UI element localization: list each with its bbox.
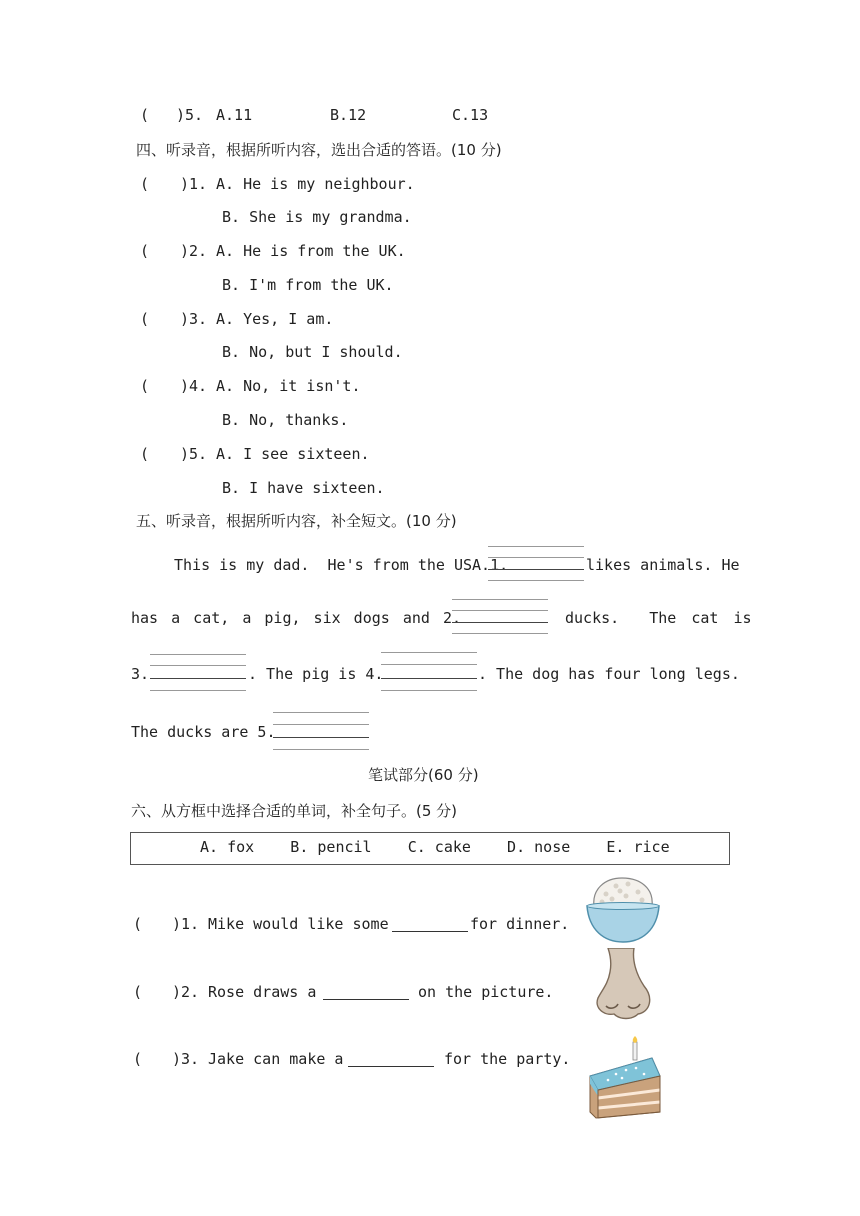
answer-paren[interactable]: ( xyxy=(140,106,150,124)
question-number: )3. xyxy=(172,1050,200,1068)
option-b: B. She is my grandma. xyxy=(222,208,412,226)
section6-heading: 六、从方框中选择合适的单词，补全句子。(5 分) xyxy=(131,802,458,820)
option-a: A. He is from the UK. xyxy=(216,242,406,260)
option-a: A. Yes, I am. xyxy=(216,310,334,328)
nose-picture xyxy=(584,948,664,1022)
question-number: )3. xyxy=(180,310,208,328)
word-box-options: A. fox B. pencil C. cake D. nose E. rice xyxy=(200,838,670,856)
question-number: )5. xyxy=(176,106,204,124)
option-b: B. No, but I should. xyxy=(222,343,403,361)
option-a: A.11 xyxy=(216,106,253,124)
passage-text: ducks. The cat is xyxy=(565,609,752,627)
answer-paren[interactable]: ( xyxy=(140,310,150,328)
answer-paren[interactable]: ( xyxy=(133,983,143,1001)
option-b: B. I have sixteen. xyxy=(222,479,385,497)
answer-paren[interactable]: ( xyxy=(140,377,150,395)
sentence-before: Jake can make a xyxy=(208,1050,344,1068)
passage-text: likes animals. He xyxy=(586,556,740,574)
question-number: )2. xyxy=(180,242,208,260)
word-box xyxy=(130,832,730,865)
passage-text: . The dog has four long legs. xyxy=(478,665,740,683)
answer-paren[interactable]: ( xyxy=(140,445,150,463)
passage-text: has a cat, a pig, six dogs and 2. xyxy=(131,609,462,627)
question-number: )1. xyxy=(180,175,208,193)
option-b: B. No, thanks. xyxy=(222,411,349,429)
answer-blank[interactable] xyxy=(392,916,468,932)
question-number: )5. xyxy=(180,445,208,463)
sentence-before: Rose draws a xyxy=(208,983,317,1001)
passage-text: This is my dad. He's from the USA.1. xyxy=(174,556,509,574)
cake-slice-picture xyxy=(586,1036,666,1120)
answer-paren[interactable]: ( xyxy=(133,1050,143,1068)
answer-paren[interactable]: ( xyxy=(133,915,143,933)
answer-paren[interactable]: ( xyxy=(140,242,150,260)
rice-bowl-picture xyxy=(582,872,664,948)
option-a: A. I see sixteen. xyxy=(216,445,370,463)
sentence-after: on the picture. xyxy=(418,983,554,1001)
written-part-title: 笔试部分(60 分) xyxy=(368,766,479,784)
answer-blank[interactable] xyxy=(348,1051,434,1067)
answer-paren[interactable]: ( xyxy=(140,175,150,193)
passage-text: The ducks are 5. xyxy=(131,723,276,741)
option-c: C.13 xyxy=(452,106,489,124)
option-b: B.12 xyxy=(330,106,367,124)
section5-heading: 五、听录音，根据所听内容，补全短文。(10 分) xyxy=(136,512,457,530)
option-a: A. He is my neighbour. xyxy=(216,175,415,193)
sentence-after: for dinner. xyxy=(470,915,570,933)
question-number: )1. xyxy=(172,915,200,933)
sentence-after: for the party. xyxy=(444,1050,571,1068)
passage-text: . The pig is 4. xyxy=(248,665,384,683)
question-number: )4. xyxy=(180,377,208,395)
option-b: B. I'm from the UK. xyxy=(222,276,394,294)
question-number: )2. xyxy=(172,983,200,1001)
option-a: A. No, it isn't. xyxy=(216,377,361,395)
passage-text: 3. xyxy=(131,665,150,683)
answer-blank[interactable] xyxy=(323,984,409,1000)
sentence-before: Mike would like some xyxy=(208,915,389,933)
section4-heading: 四、听录音，根据所听内容，选出合适的答语。(10 分) xyxy=(136,141,502,159)
